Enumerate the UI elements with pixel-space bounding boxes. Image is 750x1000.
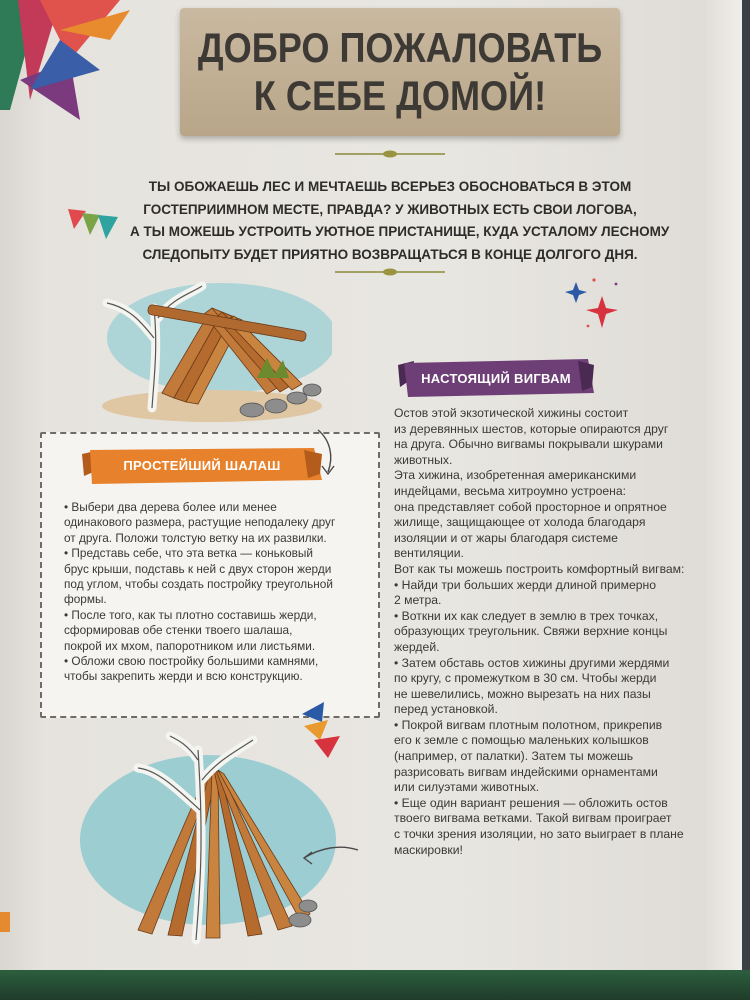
divider-top (335, 150, 445, 158)
triangles-icon (68, 207, 122, 243)
text-line: индейцами, весьма хитроумно устроена: (394, 483, 627, 498)
text-line: по кругу, с промежутком в 30 см. Чтобы жерди (394, 671, 657, 686)
text-line: формы. (64, 592, 107, 607)
text-line: • Покрой вигвам плотным полотном, прикрепив (394, 717, 663, 732)
text-line: она представляет собой просторное и опрятное (394, 499, 667, 514)
title-line-2: К СЕБЕ ДОМОЙ! (253, 72, 547, 119)
title-banner (180, 8, 620, 136)
text-line: или силуэтами животных. (394, 780, 540, 795)
intro-paragraph (130, 176, 670, 266)
text-line: покрой их мхом, папоротником или листьями. (64, 638, 316, 653)
text-line: чтобы закрепить жерди и всю конструкцию. (64, 669, 303, 684)
text-line: его к земле с помощью маленьких колышков (394, 733, 649, 748)
corner-decoration (0, 0, 140, 140)
text-line: жилище, защищающее от холода благодаря (394, 515, 646, 530)
text-line: жердей. (394, 639, 440, 654)
wigwam-heading-text: НАСТОЯЩИЙ ВИГВАМ (421, 370, 571, 386)
text-line: • Представь себе, что эта ветка — коньковый (64, 546, 313, 561)
text-line: • Обложи свою постройку большими камнями, (64, 654, 319, 669)
text-line: • Найди три больших жерди длиной примерно (394, 577, 657, 592)
text-line: перед установкой. (394, 702, 498, 717)
text-line: (например, от палатки). Затем ты можешь (394, 749, 634, 764)
text-line: разрисовать вигвам индейскими орнаментами (394, 764, 658, 779)
text-line: одинакового размера, растущие неподалеку друг (64, 515, 336, 530)
text-line: на друга. Обычно вигвамы покрывали шкурами (394, 437, 663, 452)
text-line: • Еще один вариант решения — обложить остов (394, 795, 668, 810)
text-line: Вот как ты можешь построить комфортный вигвам: (394, 561, 685, 576)
text-line: вентиляции. (394, 546, 464, 561)
text-line: • Воткни их как следует в землю в трех точках, (394, 608, 659, 623)
intro-line: ТЫ ОБОЖАЕШЬ ЛЕС И МЕЧТАЕШЬ ВСЕРЬЕЗ ОБОСНОВАТЬСЯ В ЭТОМ (148, 179, 632, 194)
text-line: из деревянных шестов, которые опираются друг (394, 421, 669, 436)
shelter-body (64, 500, 374, 685)
text-line: брус крыши, подставь к ней с двух сторон жерди (64, 561, 332, 576)
text-line: твоего вигвама ветками. Такой вигвам проиграет (394, 811, 672, 826)
wigwam-heading (398, 357, 594, 399)
text-line: от друга. Положи толстую ветку на их развилки. (64, 530, 327, 545)
text-line: • После того, как ты плотно составишь жерди, (64, 607, 317, 622)
wigwam-body (394, 406, 716, 858)
text-line: под углом, чтобы создать постройку треугольной (64, 577, 333, 592)
text-line: с точки зрения изоляции, но зато выиграет в плане (394, 827, 684, 842)
text-line: Остов этой экзотической хижины состоит (394, 406, 629, 420)
intro-line: СЛЕДОПЫТУ БУДЕТ ПРИЯТНО ВОЗВРАЩАТЬСЯ В КОНЦЕ ДОЛГОГО ДНЯ. (142, 246, 638, 262)
page-number-tab (0, 912, 10, 932)
text-line: не шевелились, можно вырезать на них пазы (394, 686, 651, 701)
text-line: 2 метра. (394, 593, 442, 608)
text-line: образующих треугольник. Свяжи верхние концы (394, 624, 668, 639)
text-line: животных. (394, 452, 453, 467)
intro-line: ГОСТЕПРИИМНОМ МЕСТЕ, ПРАВДА? У ЖИВОТНЫХ ЕСТЬ СВОИ ЛОГОВА, (143, 201, 637, 217)
triangles-icon (298, 700, 344, 760)
text-line: сформировав обе стенки твоего шалаша, (64, 623, 293, 638)
divider-bottom (335, 268, 445, 276)
text-line: • Выбери два дерева более или менее (64, 500, 277, 514)
lean-to-illustration (92, 278, 332, 428)
text-line: изоляции и от жары благодаря системе (394, 530, 618, 545)
text-line: Эта хижина, изобретенная американскими (394, 468, 637, 483)
shelter-heading-text: ПРОСТЕЙШИЙ ШАЛАШ (123, 457, 281, 473)
curved-arrow-icon (300, 842, 360, 870)
wigwam-illustration (78, 730, 340, 945)
text-line: маскировки! (394, 842, 463, 857)
title-line-1: ДОБРО ПОЖАЛОВАТЬ (197, 24, 603, 71)
intro-line: А ТЫ МОЖЕШЬ УСТРОИТЬ УЮТНОЕ ПРИСТАНИЩЕ, КУДА УСТАЛОМУ ЛЕСНОМУ (130, 224, 670, 239)
curved-arrow-icon (314, 428, 340, 478)
table-surface (0, 970, 750, 1000)
stars-icon (564, 276, 624, 336)
shelter-heading (82, 444, 322, 486)
text-line: • Затем обставь остов хижины другими жердями (394, 655, 670, 670)
